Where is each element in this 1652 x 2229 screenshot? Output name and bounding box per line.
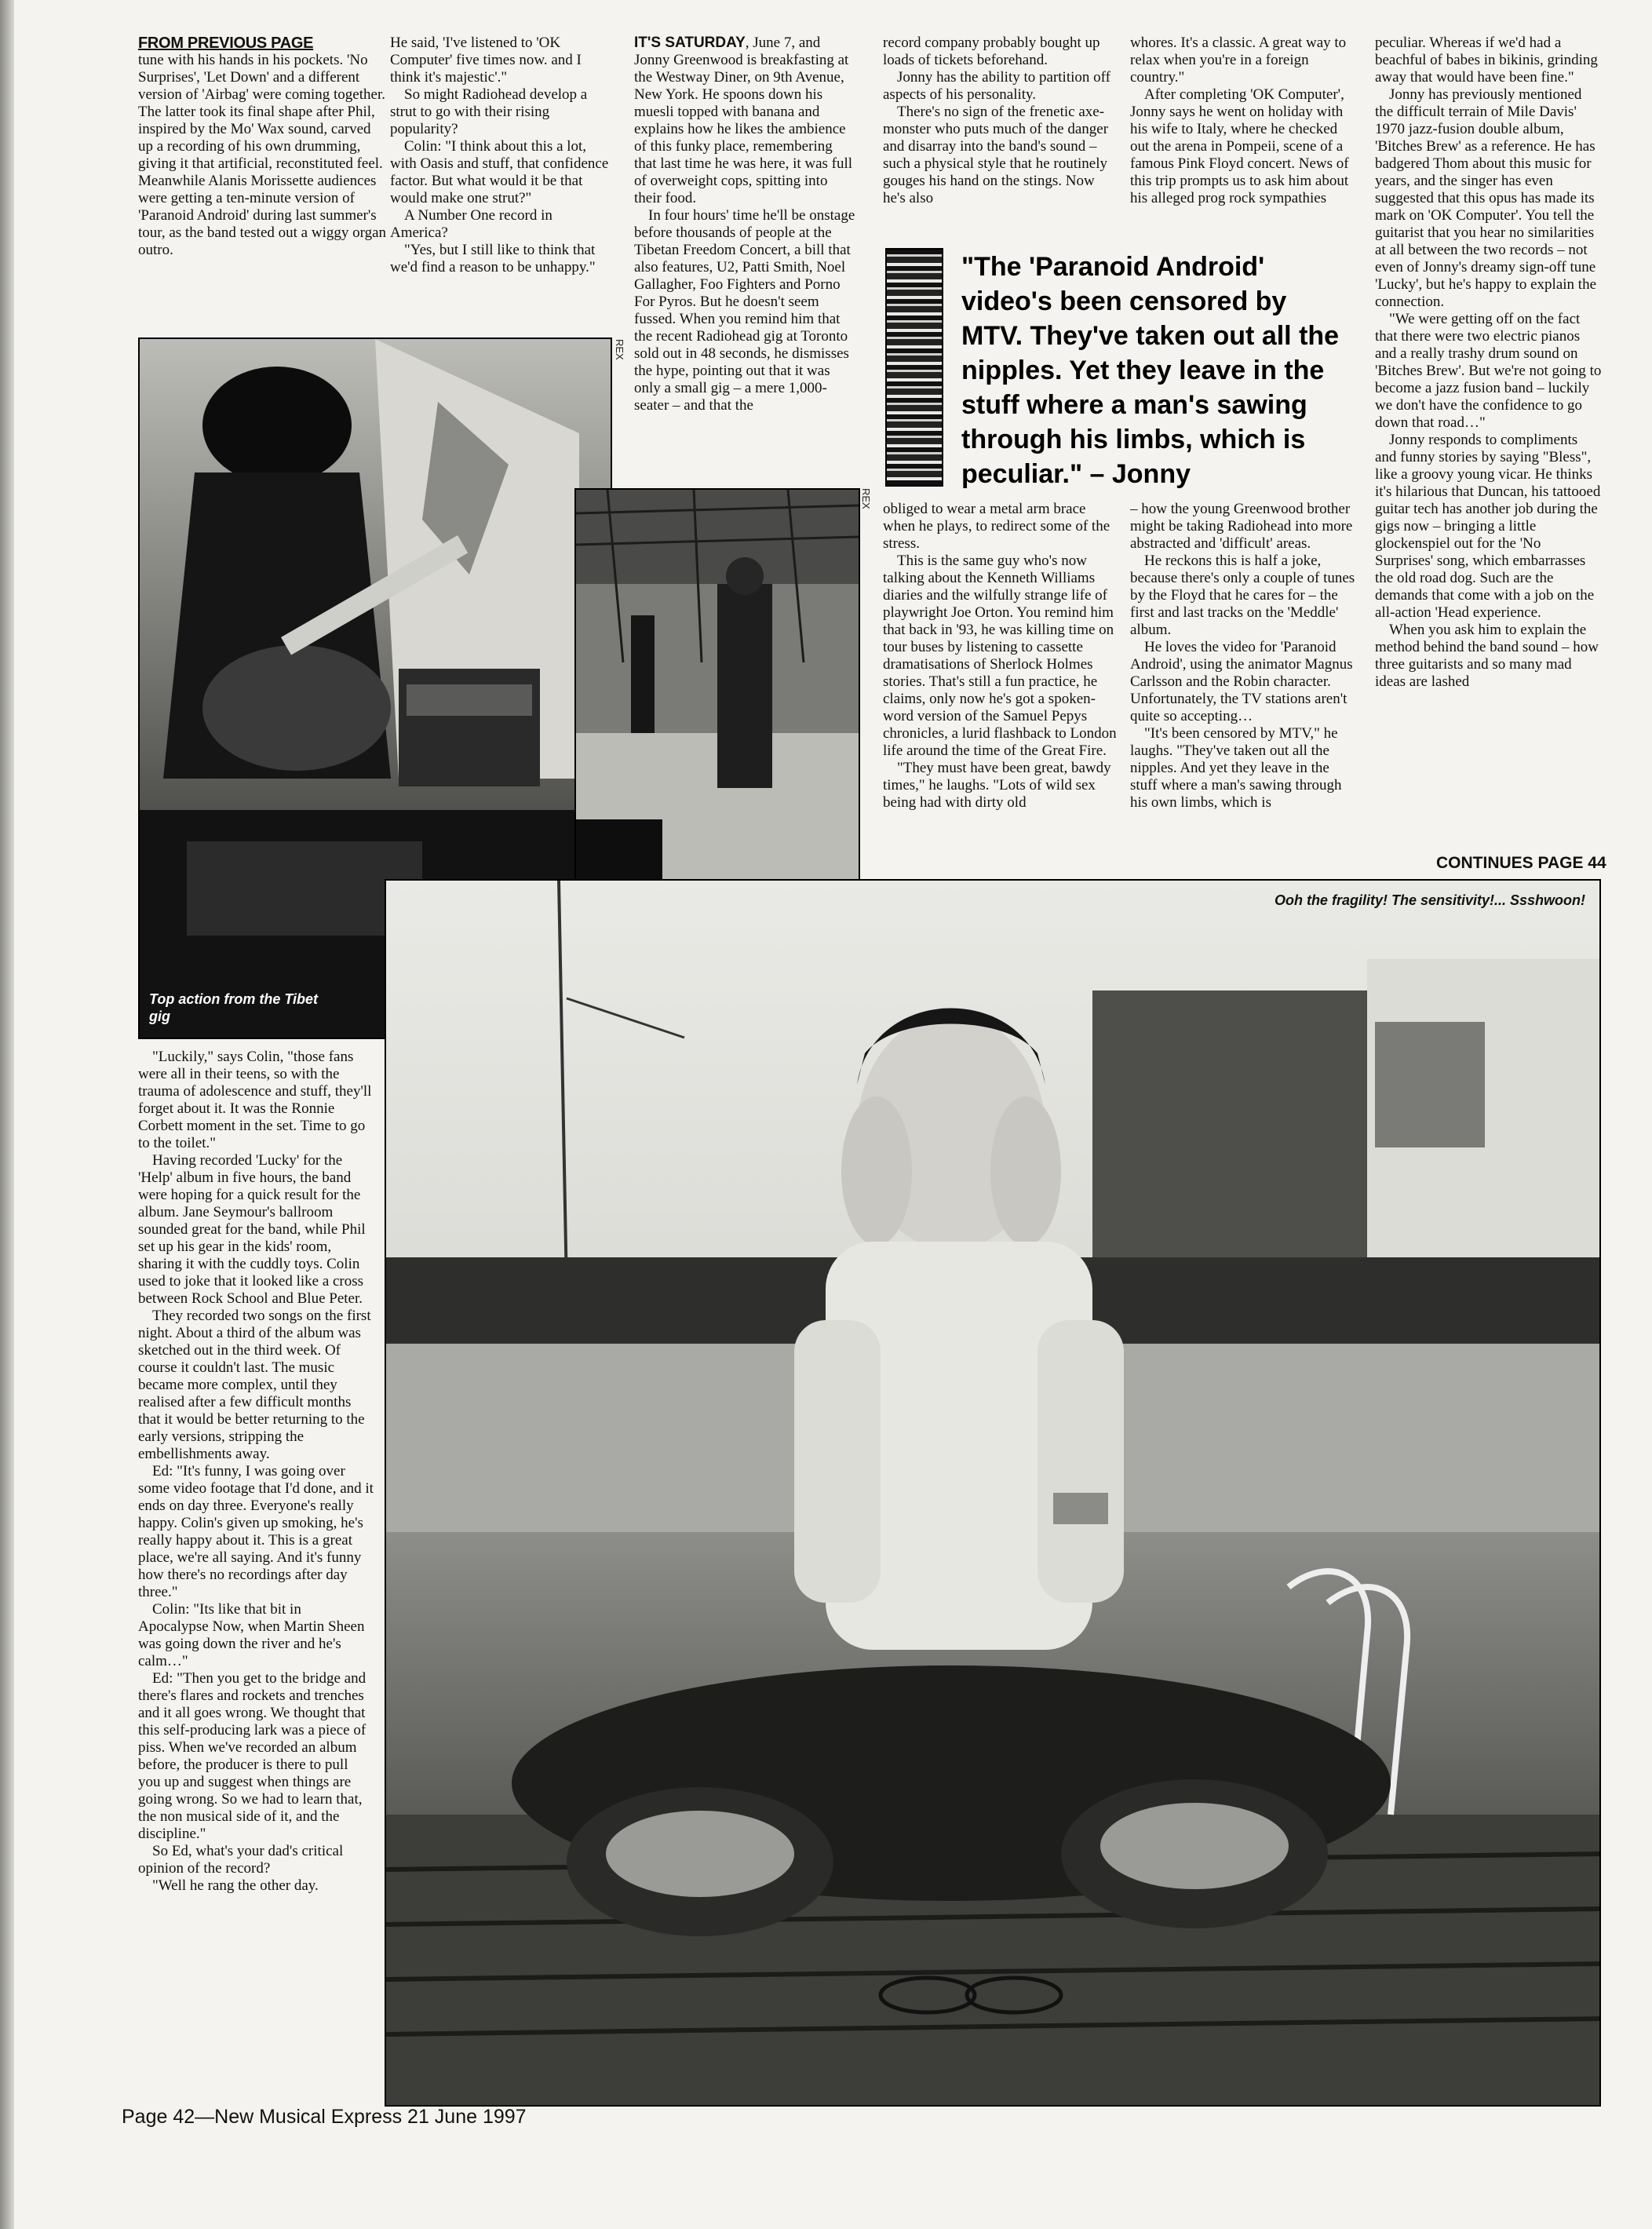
body-paragraph: He said, 'I've listened to 'OK Computer' five times now. and I think it's majestic'." — [390, 35, 582, 86]
photo-portrait-image — [386, 881, 1599, 2105]
body-paragraph: obliged to wear a metal arm brace when he plays, to redirect some of the stress. — [883, 501, 1110, 552]
body-paragraph: They recorded two songs on the first night. About a third of the album was sketched out in the third week. Of course it couldn't last. The music became more complex, until they realised after a few difficult months that it would be better returning to the early versions, stripping the embellishments away. — [138, 1308, 371, 1462]
body-paragraph: peculiar. Whereas if we'd had a beachful of babes in bikinis, grinding away that would have been fine." — [1375, 35, 1598, 86]
photo-credit: REX — [860, 488, 872, 509]
kicker-from-previous-page: FROM PREVIOUS PAGE — [138, 35, 314, 52]
body-paragraph: "We were getting off on the fact that there were two electric pianos and a really trashy drum sound on 'Bitches Brew'. But we're not going to become a jazz fusion band – luckily we don't have the confidence to go down that road…" — [1375, 311, 1602, 431]
body-paragraph: He reckons this is half a joke, because there's only a couple of tunes by the Floyd that he cares for – the first and last tracks on the 'Meddle' album. — [1130, 553, 1355, 638]
body-paragraph: Jonny responds to compliments and funny stories by saying "Bless", like a groovy young vicar. He thinks it's hilarious that Duncan, his tattooed guitar tech has another job during the gigs now – bringing a little glockenspiel out for the 'No Surprises' song, which embarrasses the old road dog. Such are the demands that come with a job on the all-action 'Head experience. — [1375, 432, 1601, 621]
body-paragraph — [634, 35, 858, 207]
caption-tibet-gig: Top action from the Tibet gig — [149, 991, 318, 1024]
body-text: tune with his hands in his pockets. 'No Surprises', 'Let Down' and a different version of 'Airbag' were coming together. The latter took its final shape after Phil, inspired by the Mo' Wax sound, carved up a recording of his own drumming, giving it that artificial, reconstituted feel. Meanwhile Alanis Morissette audiences were getting a ten-minute version of 'Paranoid Android' during last summer's tour, as the band tested out a wiggy organ outro. — [138, 52, 387, 258]
body-paragraph: A Number One record in America? — [390, 207, 552, 241]
photo-credit: REX — [614, 339, 625, 360]
body-paragraph: Colin: "Its like that bit in Apocalypse Now, when Martin Sheen was going down the river and he's calm…" — [138, 1601, 365, 1669]
body-paragraph: So Ed, what's your dad's critical opinion of the record? — [138, 1843, 344, 1877]
body-paragraph: Jonny has the ability to partition off aspects of his personality. — [883, 69, 1110, 103]
body-paragraph: "Yes, but I still like to think that we'd find a reason to be unhappy." — [390, 242, 596, 275]
column-3-top — [634, 35, 858, 480]
column-left-bottom — [138, 1049, 374, 2092]
column-4-top — [883, 35, 1118, 246]
column-5-mid — [1130, 501, 1358, 863]
column-4-mid — [883, 501, 1118, 863]
body-paragraph: record company probably bought up loads of tickets beforehand. — [883, 35, 1100, 68]
body-paragraph: After completing 'OK Computer', Jonny says he went on holiday with his wife to Italy, where he checked out the arena in Pompeii, scene of a famous Pink Floyd concert. News of this trip prompts us to ask him about his alleged prog rock sympathies — [1130, 86, 1349, 206]
body-text: , June 7, and Jonny Greenwood is breakfasting at the Westway Diner, on 9th Avenue, New York. He spoons down his muesli topped with banana and explains how he likes the ambience of this funky place, remembering that last time he was here, it was full of overweight cops, spitting into their food. — [634, 35, 853, 206]
body-paragraph: This is the same guy who's now talking about the Kenneth Williams diaries and the wilfully strange life of playwright Joe Orton. You remind him that back in '93, he was killing time on tour buses by listening to cassette dramatisations of Sherlock Holmes stories. That's still a fun practice, he claims, only now he's got a spoken-word version of the Samuel Pepys chronicles, a lurid flashback to London life around the time of the Great Fire. — [883, 553, 1117, 759]
pull-quote: "The 'Paranoid Android' video's been censored by MTV. They've taken out all the nipples. Yet they leave in the stuff where a man's sawing through his limbs, which is peculiar." – Jonny — [961, 252, 1340, 489]
caption-fragility: Ooh the fragility! The sensitivity!... Ssshwoon! — [1274, 892, 1585, 908]
lead-in-its-saturday: IT'S SATURDAY — [634, 35, 746, 51]
body-paragraph: Ed: "It's funny, I was going over some video footage that I'd done, and it ends on day three. Everyone's really happy. Colin's given up smoking, he's really happy about it. This is a great place, we're all saying. And it's funny how there's no recordings after day three." — [138, 1463, 374, 1600]
barcode-graphic — [885, 248, 943, 487]
body-paragraph: "Luckily," says Colin, "those fans were all in their teens, so with the trauma of adolescence and stuff, they'll forget about it. It was the Ronnie Corbett moment in the set. Time to go to the toilet." — [138, 1049, 372, 1151]
page-scan-edge — [0, 0, 14, 2229]
page-footer: Page 42—New Musical Express 21 June 1997 — [122, 2106, 527, 2128]
body-paragraph: – how the young Greenwood brother might be taking Radiohead into more abstracted and 'difficult' areas. — [1130, 501, 1353, 552]
column-1-top — [138, 35, 388, 333]
column-2-top — [390, 35, 610, 333]
continues-marker: CONTINUES PAGE 44 — [1436, 854, 1606, 872]
body-paragraph: "Well he rang the other day. — [152, 1877, 319, 1894]
body-paragraph: He loves the video for 'Paranoid Android', using the animator Magnus Carlsson and the Robin character. Unfortunately, the TV stations aren't quite so accepting… — [1130, 639, 1353, 724]
body-paragraph: "It's been censored by MTV," he laughs. "They've taken out all the nipples. And yet they leave in the stuff where a man's sawing through his own limbs, which is — [1130, 725, 1342, 811]
column-6 — [1375, 35, 1603, 851]
photo-thom-portrait — [385, 879, 1601, 2107]
body-paragraph: whores. It's a classic. A great way to relax when you're in a foreign country." — [1130, 35, 1347, 86]
body-paragraph: In four hours' time he'll be onstage before thousands of people at the Tibetan Freedom Concert, a bill that also features, U2, Patti Smith, Noel Gallagher, Foo Fighters and Porno For Pyros. But he doesn't seem fussed. When you remind him that the recent Radiohead gig at Toronto sold out in 48 seconds, he dismisses the hype, pointing out that it was only a small gig – a mere 1,000-seater – and that the — [634, 207, 855, 414]
body-paragraph: When you ask him to explain the method behind the band sound – how three guitarists and so many mad ideas are lashed — [1375, 622, 1599, 690]
body-paragraph: Jonny has previously mentioned the difficult terrain of Mile Davis' 1970 jazz-fusion double album, 'Bitches Brew' as a reference. He has badgered Thom about this music for years, and the singer has even suggested that this opus has made its mark on 'OK Computer'. You tell the guitarist that you hear no similarities at all between the two records – not even of Jonny's dreamy sign-off tune 'Lucky', but he's happy to explain the connection. — [1375, 86, 1597, 310]
body-paragraph: So might Radiohead develop a strut to go with their rising popularity? — [390, 86, 588, 137]
body-paragraph: There's no sign of the frenetic axe-monster who puts much of the danger and disarray into the band's sound – such a physical style that he routinely gouges his hand on the stings. Now he's also — [883, 104, 1109, 206]
body-paragraph: Ed: "Then you get to the bridge and there's flares and rockets and trenches and it all goes wrong. We thought that this self-producing lark was a piece of piss. When we've recorded an album before, the producer is there to pull you up and suggest when things are going wrong. So we had to learn that, the non musical side of it, and the discipline." — [138, 1670, 367, 1842]
body-paragraph: Having recorded 'Lucky' for the 'Help' album in five hours, the band were hoping for a quick result for the album. Jane Seymour's ballroom sounded great for the band, while Phil set up his gear in the kids' room, sharing it with the cuddly toys. Colin used to joke that it looked like a cross between Rock School and Blue Peter. — [138, 1152, 366, 1307]
body-paragraph: Colin: "I think about this a lot, with Oasis and stuff, that confidence factor. But what would it be that would make one strut?" — [390, 138, 609, 206]
body-paragraph: "They must have been great, bawdy times," he laughs. "Lots of wild sex being had with dirty old — [883, 760, 1111, 811]
photo-band-on-stage — [574, 488, 860, 893]
column-5-top — [1130, 35, 1358, 246]
photo-stage-image — [576, 490, 859, 892]
